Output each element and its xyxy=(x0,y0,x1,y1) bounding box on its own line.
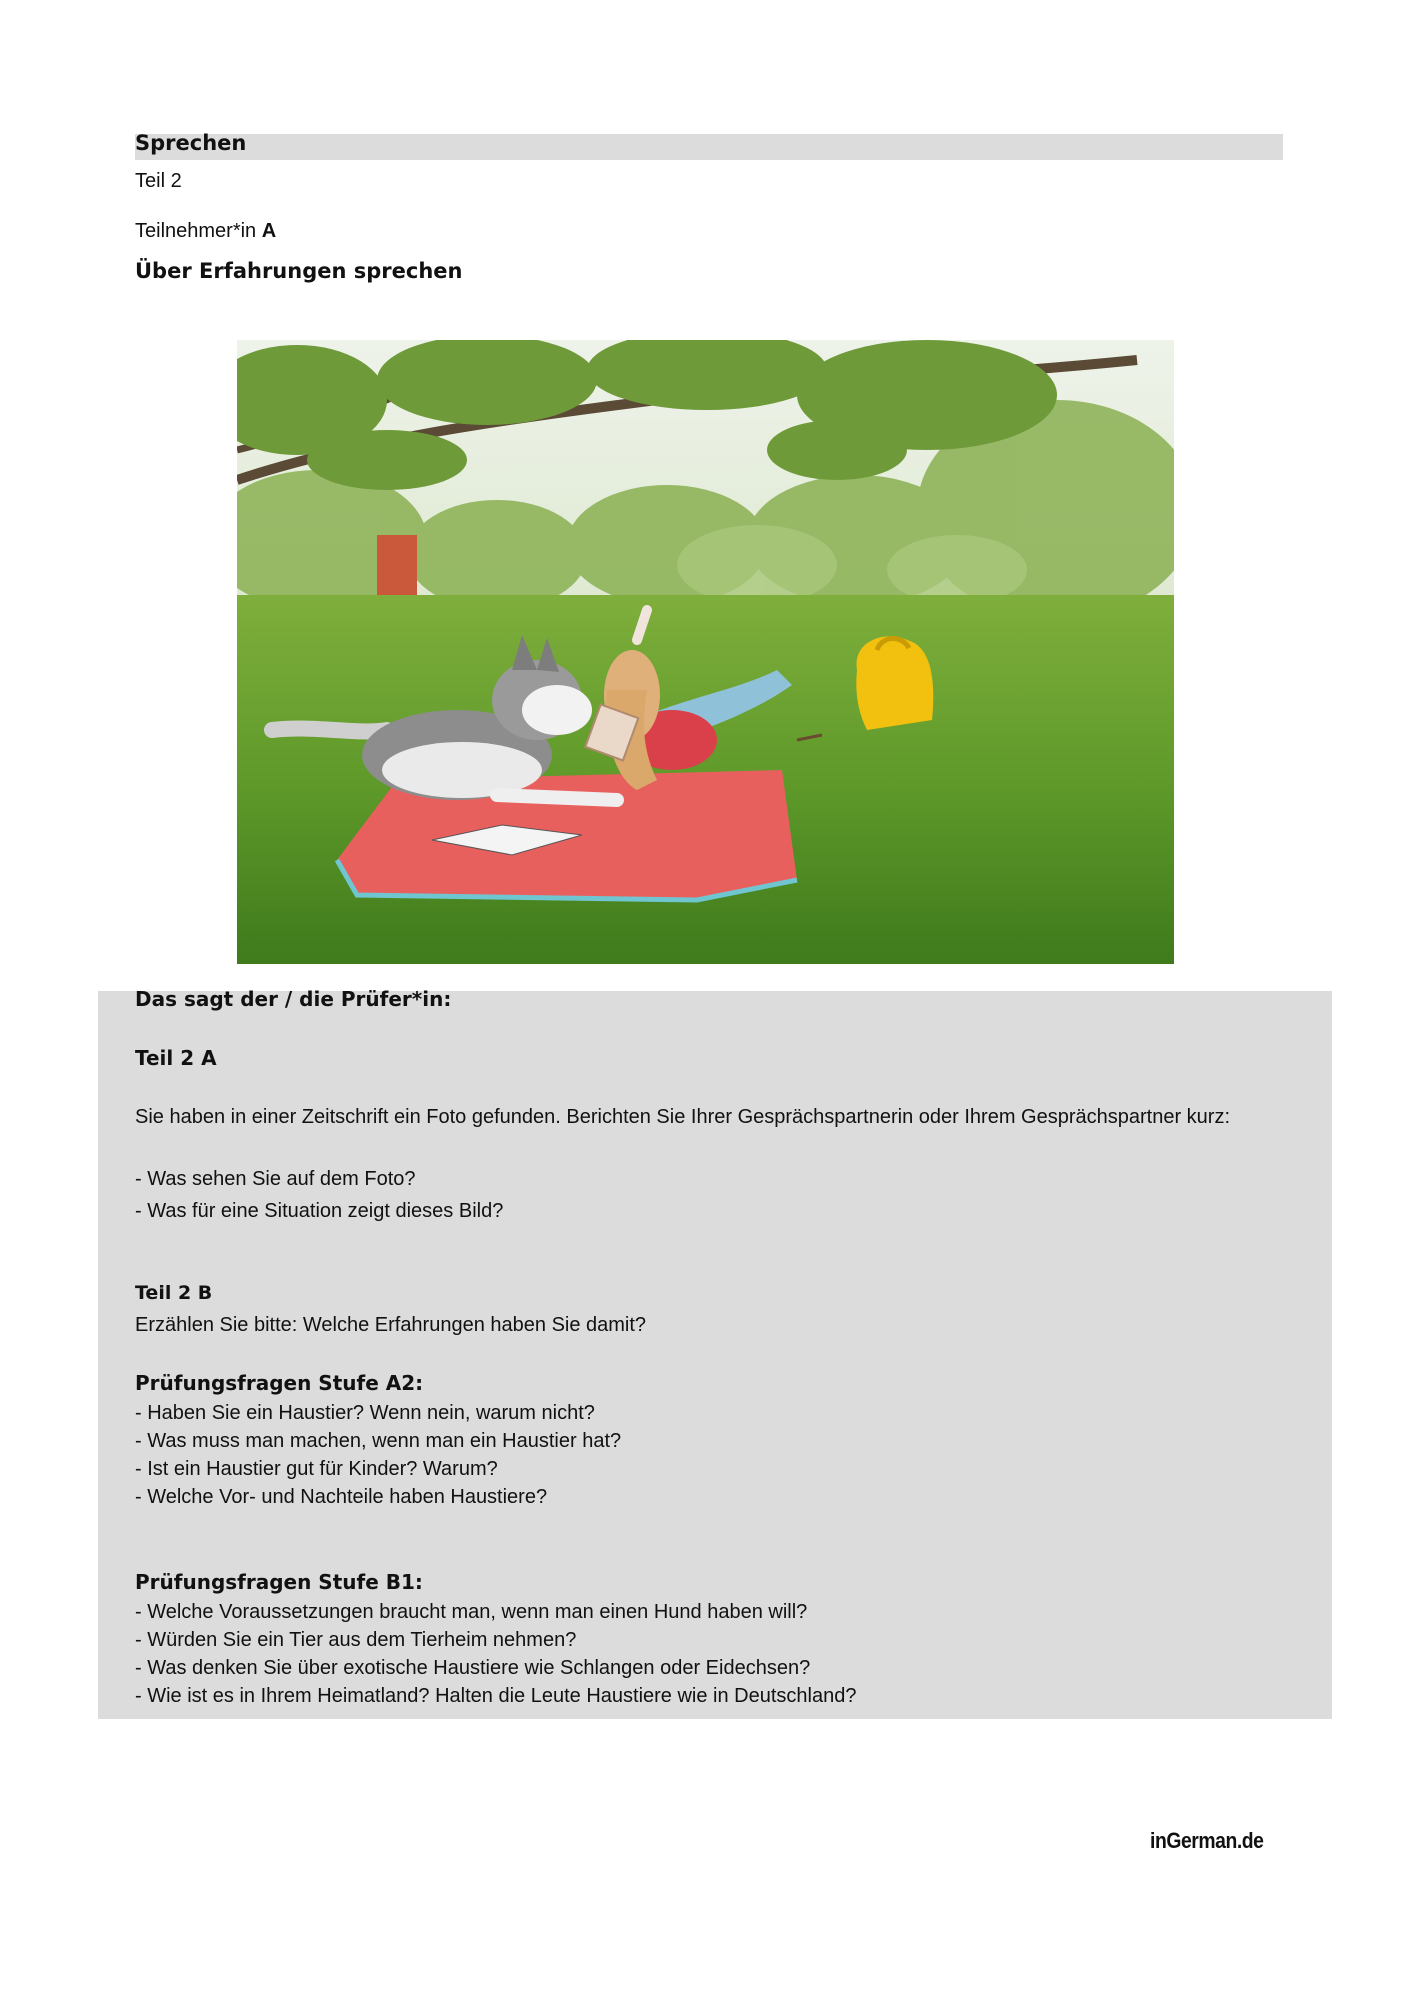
section-header-bar xyxy=(135,134,1283,160)
b1-heading: Prüfungsfragen Stufe B1: xyxy=(135,1570,423,1594)
list-item: - Welche Voraussetzungen braucht man, wenn man einen Hund haben will? xyxy=(135,1601,808,1623)
part-a-question-list xyxy=(135,1165,503,1225)
section-title: Sprechen xyxy=(135,131,247,155)
a2-heading: Prüfungsfragen Stufe A2: xyxy=(135,1371,424,1395)
list-item: - Welche Vor- und Nachteile haben Haustiere? xyxy=(135,1486,548,1508)
list-item: - Was denken Sie über exotische Haustiere wie Schlangen oder Eidechsen? xyxy=(135,1657,811,1679)
ingerman-logo[interactable]: inGerman.de xyxy=(1150,1828,1264,1853)
park-photo xyxy=(237,340,1174,964)
participant-label xyxy=(135,220,276,243)
a2-question-list xyxy=(135,1399,621,1511)
list-item: - Wie ist es in Ihrem Heimatland? Halten die Leute Haustiere wie in Deutschland? xyxy=(135,1685,857,1707)
list-item: - Was sehen Sie auf dem Foto? xyxy=(135,1168,416,1190)
list-item: - Was muss man machen, wenn man ein Haustier hat? xyxy=(135,1430,622,1452)
part-b-heading: Teil 2 B xyxy=(135,1282,213,1304)
part-a-intro: Sie haben in einer Zeitschrift ein Foto gefunden. Berichten Sie Ihrer Gesprächspartnerin oder Ihrem Gesprächspartner kurz: xyxy=(135,1106,1231,1128)
part-label: Teil 2 xyxy=(135,170,182,192)
list-item: - Was für eine Situation zeigt dieses Bild? xyxy=(135,1200,504,1222)
b1-question-list xyxy=(135,1598,856,1710)
list-item: - Ist ein Haustier gut für Kinder? Warum? xyxy=(135,1458,498,1480)
topic-title: Über Erfahrungen sprechen xyxy=(135,259,463,283)
list-item: - Würden Sie ein Tier aus dem Tierheim nehmen? xyxy=(135,1629,577,1651)
part-b-intro: Erzählen Sie bitte: Welche Erfahrungen haben Sie damit? xyxy=(135,1314,647,1336)
part-a-heading: Teil 2 A xyxy=(135,1046,217,1070)
list-item: - Haben Sie ein Haustier? Wenn nein, warum nicht? xyxy=(135,1402,595,1424)
participant-letter: A xyxy=(261,220,277,242)
participant-prefix: Teilnehmer*in xyxy=(135,220,262,242)
examiner-heading: Das sagt der / die Prüfer*in: xyxy=(135,987,452,1011)
